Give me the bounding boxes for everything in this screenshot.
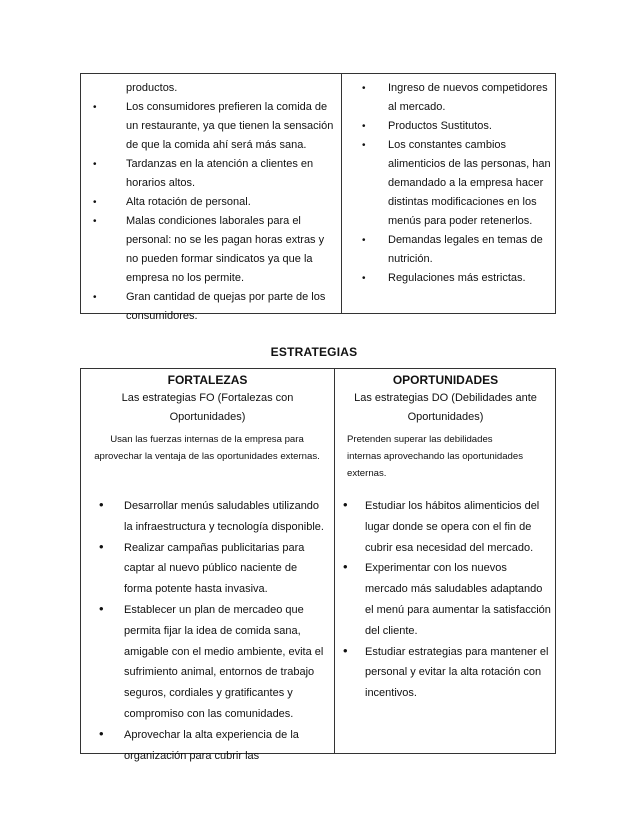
bullet: • — [93, 216, 97, 227]
list-item: • Demandas legales en temas de nutrición. — [362, 231, 552, 269]
column-divider — [341, 74, 342, 313]
bullet: • — [362, 235, 366, 246]
list-item: • Productos Sustitutos. — [362, 117, 552, 136]
list-item: productos. — [126, 82, 178, 94]
bullet: • — [343, 497, 348, 512]
weaknesses-column — [93, 79, 335, 322]
list-item: • Estudiar estrategias para mantener el personal y evitar la alta rotación con incentivos. — [343, 642, 549, 700]
threats-column — [362, 79, 552, 313]
do-strategies-list — [335, 496, 556, 704]
oportunidades-heading: OPORTUNIDADES — [392, 373, 499, 387]
bullet: • — [93, 102, 97, 113]
bullet: • — [343, 559, 348, 575]
fortalezas-heading: FORTALEZAS — [167, 373, 248, 387]
list-item: • Ingreso de nuevos competidores al mercado. — [362, 79, 552, 117]
bullet: • — [99, 600, 104, 616]
list-item: • Los consumidores prefieren la comida de un restaurante, ya que tienen la sensación de que la comida ahí será más sana. — [93, 98, 335, 155]
list-item: • Establecer un plan de mercadeo que permita fijar la idea de comida sana, amigable con el medio ambiente, evita el sufrimiento animal, entornos de trabajo seguros, cordiales y gratificantes y compromiso con las comunidades. — [99, 600, 324, 720]
do-strategies-column — [335, 369, 556, 753]
bullet: • — [362, 121, 366, 132]
do-subtitle: Las estrategias DO (Debilidades ante Oportunidades) — [354, 392, 537, 423]
fo-strategies-column — [81, 369, 334, 762]
list-item: • Estudiar los hábitos alimenticios del lugar donde se opera con el fin de cubrir esa necesidad del mercado. — [343, 497, 540, 554]
bullet: • — [362, 273, 366, 284]
fo-strategies-list — [81, 496, 334, 766]
fo-description: Usan las fuerzas internas de la empresa para aprovechar la ventaja de las oportunidades externas. — [94, 434, 320, 462]
bullet: • — [99, 538, 104, 554]
strategies-table — [80, 368, 556, 762]
bullet: • — [93, 159, 97, 170]
list-item: • Experimentar con los nuevos mercado más saludables adaptando el menú para aumentar la satisfacción del cliente. — [343, 559, 551, 637]
do-description: Pretenden superar las debilidades internas aprovechando las oportunidades externas. — [347, 434, 524, 479]
weaknesses-threats-table — [80, 73, 556, 322]
bullet: • — [99, 725, 104, 741]
threats-list — [362, 79, 552, 288]
list-item: • Tardanzas en la atención a clientes en horarios altos. — [93, 155, 335, 193]
list-item: • Regulaciones más estrictas. — [362, 269, 552, 288]
list-item: • Malas condiciones laborales para el personal: no se les pagan horas extras y no pueden formar sindicatos ya que la empresa no los permite. — [93, 212, 335, 288]
section-title: ESTRATEGIAS — [270, 345, 358, 359]
list-item: • Alta rotación de personal. — [93, 193, 335, 212]
list-item: • Los constantes cambios alimenticios de las personas, han demandado a la empresa hacer distintas modificaciones en los menús para poder retenerlos. — [362, 136, 552, 231]
list-item: • Aprovechar la alta experiencia de la organización para cubrir las — [99, 725, 299, 762]
bullet: • — [93, 197, 97, 208]
bullet: • — [343, 642, 348, 658]
bullet: • — [362, 140, 366, 151]
bullet: • — [93, 292, 97, 303]
bullet: • — [99, 497, 104, 512]
bullet: • — [362, 83, 366, 94]
list-item: • Realizar campañas publicitarias para captar al nuevo público naciente de forma potente hasta invasiva. — [99, 538, 305, 596]
list-item: • Desarrollar menús saludables utilizando la infraestructura y tecnología disponible. — [99, 497, 324, 533]
fo-subtitle: Las estrategias FO (Fortalezas con Oportunidades) — [121, 392, 294, 423]
weaknesses-list — [93, 79, 335, 326]
list-item: • Gran cantidad de quejas por parte de los consumidores. — [93, 288, 335, 326]
